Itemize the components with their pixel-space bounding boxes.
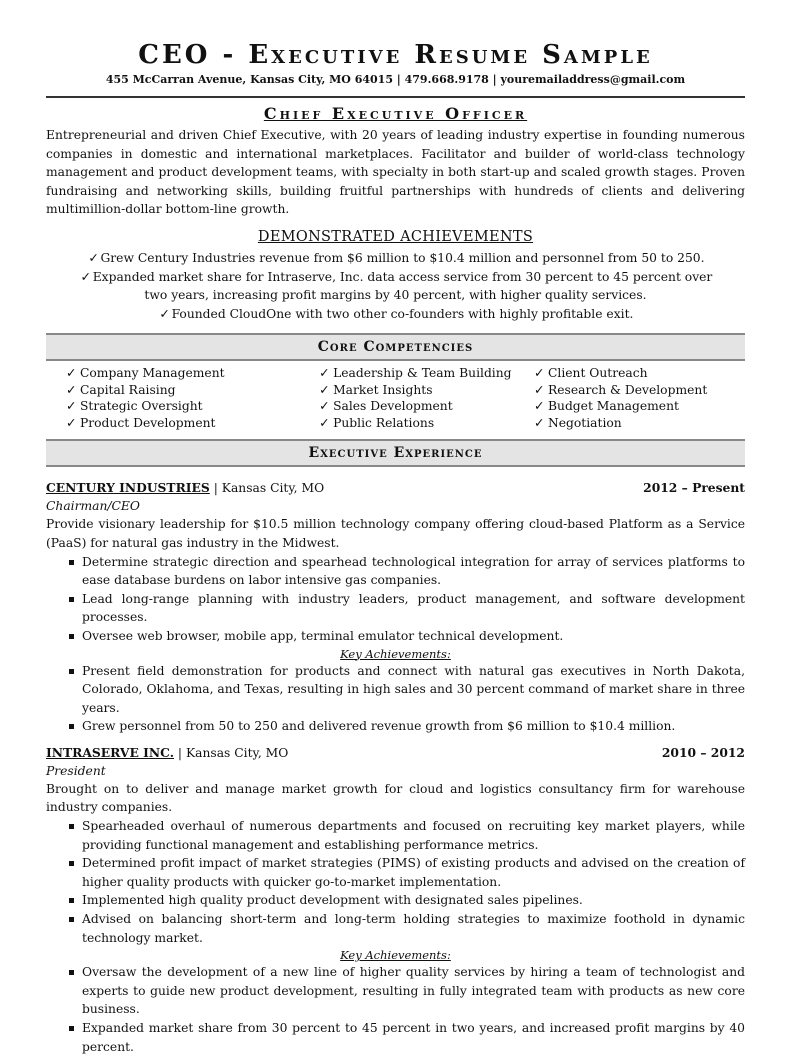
- competency-item: ✓ Client Outreach: [533, 366, 648, 381]
- duty-item: Lead long-range planning with industry leaders, product management, and software development processes.: [68, 590, 745, 627]
- achievement-item: ✓ Founded CloudOne with two other co-founders with highly profitable exit.: [76, 305, 715, 324]
- competencies-column: [66, 365, 319, 431]
- job-duties: [46, 817, 745, 947]
- check-icon: ✓: [319, 399, 330, 414]
- job-achievement-item: Present field demonstration for products and connect with natural gas executives in North Dakota, Colorado, Oklahoma, and Texas, resulting in high sales and 30 percent command of market share in three years.: [68, 662, 745, 718]
- competency-item: ✓ Capital Raising: [66, 382, 176, 397]
- profile-summary: Entrepreneurial and driven Chief Executive, with 20 years of leading industry expertise in founding numerous companies in domestic and international marketplaces. Facilitator and builder of world-class technology management and product development teams, with specialty in both start-up and scaled growth stages. Proven fundraising and networking skills, building fruitful partnerships with hundreds of clients and delivering multimillion-dollar bottom-line growth.: [46, 128, 745, 217]
- experience-header: Executive Experience: [46, 439, 745, 467]
- check-icon: ✓: [66, 382, 77, 397]
- job-role: President: [46, 763, 106, 778]
- company-name: CENTURY INDUSTRIES: [46, 480, 210, 496]
- duty-item: Determine strategic direction and spearhead technological integration for array of services platforms to ease database burdens on labor intensive gas companies.: [68, 553, 745, 590]
- competencies-header: Core Competencies: [46, 333, 745, 361]
- job-entry: [46, 479, 745, 736]
- duty-item: Oversee web browser, mobile app, terminal emulator technical development.: [68, 627, 745, 646]
- job-achievements: [46, 963, 745, 1056]
- check-icon: ✓: [533, 382, 545, 397]
- duty-item: Determined profit impact of market strategies (PIMS) of existing products and advised on the creation of higher quality products with quicker go-to-market implementation.: [68, 854, 745, 891]
- duty-item: Implemented high quality product development with designated sales pipelines.: [68, 891, 745, 910]
- job-header: [46, 744, 745, 762]
- competency-item: ✓ Public Relations: [319, 415, 435, 430]
- job-header: [46, 479, 745, 497]
- competencies-column: [534, 365, 725, 431]
- job-summary: Provide visionary leadership for $10.5 million technology company offering cloud-based Platform as a Service (PaaS) for natural gas industry in the Midwest.: [46, 517, 745, 550]
- job-role: Chairman/CEO: [46, 499, 140, 514]
- check-icon: ✓: [66, 415, 77, 430]
- achievement-item: ✓ Expanded market share for Intraserve, Inc. data access service from 30 percent to 45 percent over two years, increasing profit margins by 40 percent, with higher quality services.: [80, 269, 713, 303]
- check-icon: ✓: [66, 366, 77, 381]
- check-icon: ✓: [159, 306, 170, 321]
- competency-item: ✓ Leadership & Team Building: [319, 366, 512, 381]
- job-entry: [46, 744, 745, 1056]
- duty-item: Advised on balancing short-term and long-term holding strategies to maximize foothold in dynamic technology market.: [68, 910, 745, 947]
- competency-item: ✓ Sales Development: [319, 399, 453, 414]
- job-summary: Brought on to deliver and manage market growth for cloud and logistics consultancy firm for warehouse industry companies.: [46, 781, 745, 815]
- check-icon: ✓: [319, 366, 330, 381]
- competency-item: ✓ Product Development: [66, 415, 216, 430]
- check-icon: ✓: [533, 366, 545, 381]
- header-divider: [46, 96, 745, 98]
- competency-item: ✓ Strategic Oversight: [66, 399, 203, 414]
- check-icon: ✓: [319, 382, 330, 397]
- competency-item: ✓ Research & Development: [533, 382, 708, 397]
- job-dates: 2010 – 2012: [661, 744, 745, 760]
- job-dates: 2012 – Present: [643, 480, 745, 496]
- job-duties: [46, 553, 745, 646]
- job-location: | Kansas City, MO: [173, 745, 289, 760]
- key-achievements-label: Key Achievements:: [340, 948, 451, 963]
- contact-line: 455 McCarran Avenue, Kansas City, MO 64015 | 479.668.9178 | youremailaddress@gmail.com: [105, 73, 686, 86]
- check-icon: ✓: [80, 269, 91, 284]
- job-achievements: [46, 662, 745, 736]
- check-icon: ✓: [533, 399, 545, 414]
- job-achievement-item: Grew personnel from 50 to 250 and delivered revenue growth from $6 million to $10.4 million.: [68, 717, 745, 736]
- duty-item: Spearheaded overhaul of numerous departments and focused on recruiting key market players, while providing functional management and establishing performance metrics.: [68, 817, 745, 854]
- achievements-title: DEMONSTRATED ACHIEVEMENTS: [257, 228, 534, 245]
- job-achievement-item: Expanded market share from 30 percent to 45 percent in two years, and increased profit margins by 40 percent.: [68, 1019, 745, 1056]
- competency-item: ✓ Company Management: [66, 366, 225, 381]
- job-location: | Kansas City, MO: [209, 481, 325, 496]
- competencies-column: [319, 365, 534, 431]
- check-icon: ✓: [533, 415, 545, 430]
- competency-item: ✓ Budget Management: [533, 399, 679, 414]
- resume-name: CEO - Executive Resume Sample: [138, 40, 653, 70]
- competencies-grid: [46, 361, 745, 435]
- check-icon: ✓: [319, 415, 330, 430]
- profile-title: Chief Executive Officer: [263, 104, 528, 123]
- achievements-list: [46, 249, 745, 323]
- competency-item: ✓ Negotiation: [533, 415, 622, 430]
- check-icon: ✓: [66, 399, 77, 414]
- check-icon: ✓: [88, 250, 99, 265]
- company-name: INTRASERVE INC.: [46, 744, 174, 760]
- achievement-item: ✓ Grew Century Industries revenue from $6 million to $10.4 million and personnel from 50 to 250.: [76, 249, 715, 268]
- job-achievement-item: Oversaw the development of a new line of higher quality services by hiring a team of technologist and experts to guide new product development, resulting in fully integrated team with products as new core business.: [68, 963, 745, 1019]
- key-achievements-label: Key Achievements:: [340, 646, 451, 661]
- competency-item: ✓ Market Insights: [319, 382, 433, 397]
